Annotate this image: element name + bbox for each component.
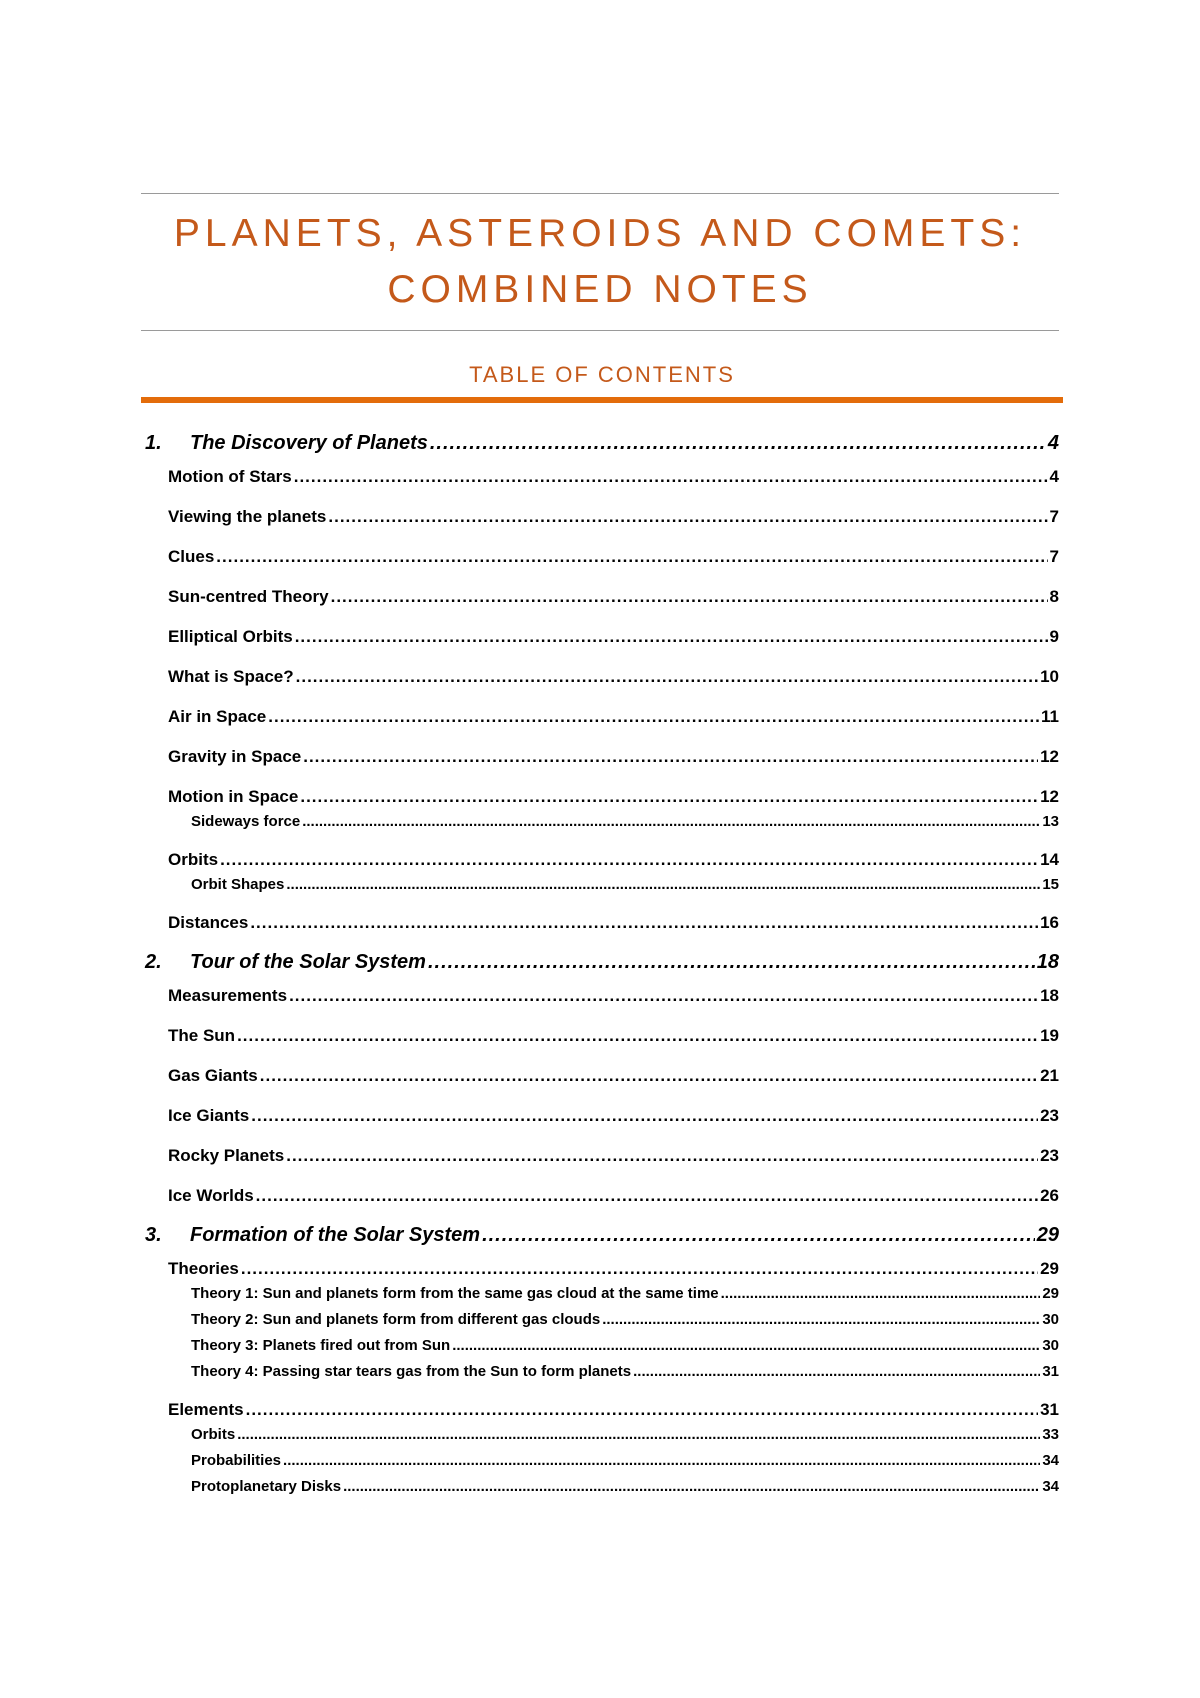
- toc-entry-title: [168, 1064, 258, 1088]
- dot-leader: [721, 1283, 1041, 1304]
- toc-entry[interactable]: [141, 465, 1059, 489]
- toc-subentry-text: Theory 1: Sun and planets form from the same gas cloud at the same time: [191, 1285, 719, 1302]
- toc-subentry[interactable]: [141, 874, 1059, 895]
- toc-entry-text: Clues: [168, 547, 215, 566]
- toc-subentry-page: 31: [1042, 1363, 1059, 1380]
- toc-entry-text: Motion in Space: [168, 787, 299, 806]
- toc-entry-text: Elements: [168, 1400, 244, 1419]
- toc-subentry-text: Orbits: [191, 1426, 236, 1443]
- toc-entry-text: Orbits: [168, 850, 219, 869]
- toc-subentry[interactable]: [141, 1335, 1059, 1356]
- dot-leader: [303, 745, 1038, 769]
- toc-entry-page: 7: [1049, 547, 1059, 566]
- dot-leader: [602, 1309, 1040, 1330]
- toc-subentry-page: 30: [1042, 1311, 1059, 1328]
- toc-entry[interactable]: [141, 505, 1059, 529]
- toc-subentry[interactable]: [141, 1309, 1059, 1330]
- toc-entry-title: [168, 984, 287, 1008]
- dot-leader: [256, 1184, 1038, 1208]
- toc-subentry-page: 33: [1042, 1426, 1059, 1443]
- dot-leader: [328, 505, 1047, 529]
- title-block: [141, 193, 1059, 331]
- dot-leader: [251, 1104, 1038, 1128]
- toc-entry-text: What is Space?: [168, 667, 294, 686]
- toc-subentry-page: 15: [1042, 876, 1059, 893]
- toc-entry[interactable]: [141, 848, 1059, 872]
- toc-subentry[interactable]: [141, 1450, 1059, 1471]
- toc-heading-rule: [141, 397, 1063, 403]
- dot-leader: [300, 785, 1038, 809]
- toc-subentry-text: Theory 4: Passing star tears gas from the Sun to form planets: [191, 1363, 632, 1380]
- table-of-contents: [141, 420, 1059, 1513]
- toc-entry-text: Gravity in Space: [168, 747, 302, 766]
- dot-leader: [452, 1335, 1040, 1356]
- toc-entry-page: 8: [1049, 587, 1059, 606]
- toc-entry-text: Sun-centred Theory: [168, 587, 329, 606]
- dot-leader: [295, 625, 1048, 649]
- dot-leader: [286, 1144, 1038, 1168]
- toc-entry-page: 26: [1040, 1186, 1059, 1205]
- toc-entry[interactable]: [141, 1398, 1059, 1422]
- toc-subentry-text: Probabilities: [191, 1452, 282, 1469]
- toc-entry-page: 21: [1040, 1066, 1059, 1085]
- dot-leader: [237, 1424, 1040, 1445]
- toc-section-number: 2.: [145, 951, 162, 973]
- toc-section-text: The Discovery of Planets: [190, 432, 428, 454]
- dot-leader: [294, 465, 1048, 489]
- toc-subentry-title: [191, 1450, 281, 1471]
- toc-section-page: 4: [1047, 432, 1059, 454]
- toc-entry-title: [168, 545, 214, 569]
- toc-subentry-title: [191, 1335, 450, 1356]
- toc-subentry-title: [191, 811, 300, 832]
- toc-entry[interactable]: [141, 1144, 1059, 1168]
- dot-leader: [331, 585, 1048, 609]
- toc-entry-text: Ice Giants: [168, 1106, 250, 1125]
- dot-leader: [268, 705, 1039, 729]
- toc-entry-page: 19: [1040, 1026, 1059, 1045]
- toc-entry-text: Ice Worlds: [168, 1186, 254, 1205]
- toc-entry-page: 23: [1040, 1106, 1059, 1125]
- toc-subentry-title: [191, 1309, 600, 1330]
- dot-leader: [216, 545, 1047, 569]
- toc-entry[interactable]: [141, 911, 1059, 935]
- toc-subentry-page: 34: [1042, 1478, 1059, 1495]
- dot-leader: [246, 1398, 1038, 1422]
- toc-entry-text: Distances: [168, 913, 249, 932]
- toc-entry[interactable]: [141, 1024, 1059, 1048]
- toc-subentry-title: [191, 1361, 631, 1382]
- toc-subentry-page: 30: [1042, 1337, 1059, 1354]
- toc-subentry[interactable]: [141, 1424, 1059, 1445]
- dot-leader: [237, 1024, 1038, 1048]
- toc-subentry[interactable]: [141, 1476, 1059, 1497]
- toc-subentry-title: [191, 1424, 235, 1445]
- dot-leader: [260, 1064, 1038, 1088]
- dot-leader: [241, 1257, 1038, 1281]
- toc-entry-title: [168, 848, 218, 872]
- toc-subentry-title: [191, 1283, 719, 1304]
- toc-entry-title: [168, 1104, 249, 1128]
- document-title: [141, 194, 1059, 330]
- toc-subentry[interactable]: [141, 1283, 1059, 1304]
- toc-entry[interactable]: [141, 545, 1059, 569]
- toc-subentry-text: Theory 2: Sun and planets form from different gas clouds: [191, 1311, 601, 1328]
- toc-section-title: [145, 951, 426, 974]
- toc-entry-page: 29: [1040, 1259, 1059, 1278]
- toc-section[interactable]: [141, 1224, 1059, 1247]
- toc-entry[interactable]: [141, 785, 1059, 809]
- toc-subentry-text: Theory 3: Planets fired out from Sun: [191, 1337, 451, 1354]
- toc-entry-title: [168, 911, 248, 935]
- toc-entry-page: 4: [1049, 467, 1059, 486]
- toc-entry-title: [168, 665, 294, 689]
- dot-leader: [343, 1476, 1040, 1497]
- toc-entry-page: 11: [1041, 707, 1059, 726]
- dot-leader: [283, 1450, 1040, 1471]
- toc-entry-page: 16: [1040, 913, 1059, 932]
- toc-subentry-page: 29: [1042, 1285, 1059, 1302]
- toc-entry-page: 31: [1040, 1400, 1059, 1419]
- toc-entry-page: 9: [1049, 627, 1059, 646]
- toc-subentry-title: [191, 1476, 341, 1497]
- toc-entry-text: Gas Giants: [168, 1066, 258, 1085]
- document-title-line-1: PLANETS, ASTEROIDS AND COMETS:: [173, 212, 1027, 255]
- toc-entry-page: 14: [1040, 850, 1059, 869]
- toc-entry-title: [168, 465, 292, 489]
- toc-heading: TABLE OF CONTENTS: [469, 362, 735, 387]
- toc-section-page: 18: [1036, 951, 1059, 973]
- toc-subentry-text: Orbit Shapes: [191, 876, 285, 893]
- toc-entry-text: Air in Space: [168, 707, 267, 726]
- toc-entry-title: [168, 785, 298, 809]
- toc-section-text: Tour of the Solar System: [190, 951, 426, 973]
- dot-leader: [250, 911, 1038, 935]
- toc-section[interactable]: [141, 432, 1059, 455]
- toc-entry-title: [168, 745, 301, 769]
- toc-section[interactable]: [141, 951, 1059, 974]
- toc-section-title: [145, 432, 428, 455]
- toc-entry-text: Measurements: [168, 986, 288, 1005]
- toc-entry-text: Viewing the planets: [168, 507, 327, 526]
- toc-entry-text: The Sun: [168, 1026, 236, 1045]
- toc-section-number: 1.: [145, 432, 162, 454]
- toc-entry-page: 7: [1049, 507, 1059, 526]
- toc-entry-page: 18: [1040, 986, 1059, 1005]
- toc-entry-text: Theories: [168, 1259, 239, 1278]
- toc-entry-page: 10: [1040, 667, 1059, 686]
- dot-leader: [482, 1224, 1035, 1247]
- toc-entry-page: 23: [1040, 1146, 1059, 1165]
- toc-entry-title: [168, 585, 329, 609]
- toc-entry[interactable]: [141, 705, 1059, 729]
- dot-leader: [296, 665, 1038, 689]
- toc-entry[interactable]: [141, 625, 1059, 649]
- toc-entry-text: Motion of Stars: [168, 467, 292, 486]
- toc-entry[interactable]: [141, 1257, 1059, 1281]
- toc-section-page: 29: [1036, 1224, 1059, 1246]
- toc-entry[interactable]: [141, 1184, 1059, 1208]
- toc-entry-title: [168, 1398, 244, 1422]
- toc-entry[interactable]: [141, 665, 1059, 689]
- toc-subentry-text: Sideways force: [191, 813, 301, 830]
- toc-entry-text: Elliptical Orbits: [168, 627, 293, 646]
- toc-entry-title: [168, 1144, 284, 1168]
- toc-entry-title: [168, 505, 326, 529]
- toc-section-text: Formation of the Solar System: [190, 1224, 481, 1246]
- toc-entry-title: [168, 1024, 235, 1048]
- toc-entry[interactable]: [141, 1104, 1059, 1128]
- toc-entry[interactable]: [141, 745, 1059, 769]
- toc-entry[interactable]: [141, 984, 1059, 1008]
- toc-subentry-text: Protoplanetary Disks: [191, 1478, 342, 1495]
- dot-leader: [289, 984, 1038, 1008]
- toc-entry-page: 12: [1040, 787, 1059, 806]
- toc-entry-text: Rocky Planets: [168, 1146, 285, 1165]
- toc-subentry-page: 34: [1042, 1452, 1059, 1469]
- toc-entry-title: [168, 625, 293, 649]
- toc-section-number: 3.: [145, 1224, 162, 1246]
- toc-entry-page: 12: [1040, 747, 1059, 766]
- title-bottom-rule: [141, 330, 1059, 331]
- toc-subentry-title: [191, 874, 284, 895]
- toc-entry[interactable]: [141, 1064, 1059, 1088]
- toc-section-title: [145, 1224, 480, 1247]
- toc-subentry-page: 13: [1042, 813, 1059, 830]
- toc-subentry[interactable]: [141, 811, 1059, 832]
- toc-entry[interactable]: [141, 585, 1059, 609]
- toc-subentry[interactable]: [141, 1361, 1059, 1382]
- dot-leader: [428, 951, 1035, 974]
- dot-leader: [286, 874, 1040, 895]
- dot-leader: [302, 811, 1040, 832]
- dot-leader: [633, 1361, 1040, 1382]
- document-title-line-2: COMBINED NOTES: [387, 268, 813, 311]
- dot-leader: [220, 848, 1038, 872]
- toc-entry-title: [168, 1257, 239, 1281]
- toc-entry-title: [168, 1184, 254, 1208]
- toc-entry-title: [168, 705, 266, 729]
- dot-leader: [430, 432, 1046, 455]
